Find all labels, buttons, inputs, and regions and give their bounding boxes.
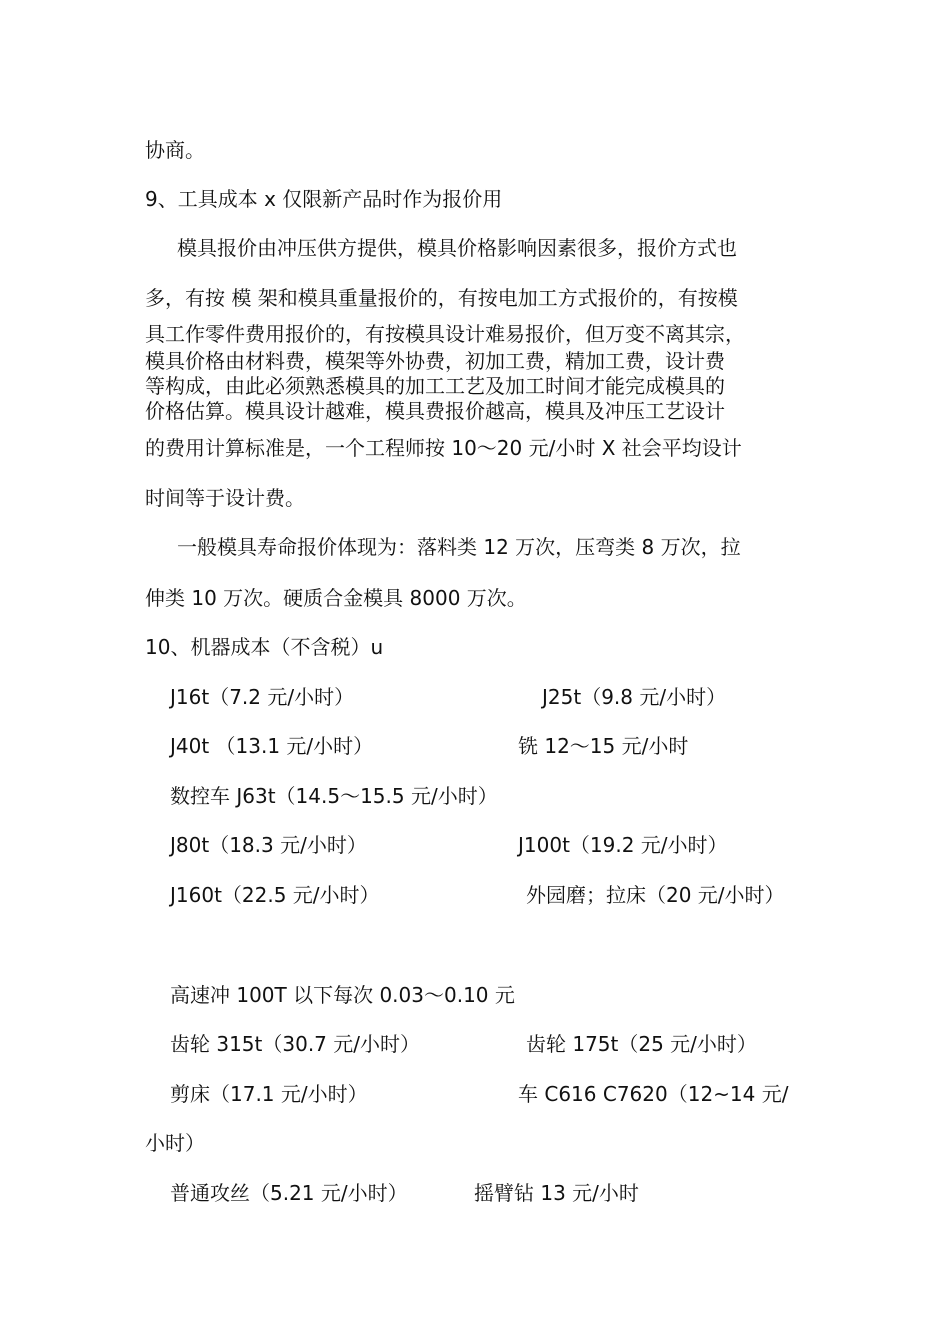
machine-rate: 摇臂钻 13 元/小时 — [474, 1181, 639, 1205]
text-line: 时间等于设计费。 — [145, 486, 305, 510]
machine-rate: 铣 12～15 元/小时 — [518, 734, 689, 758]
text-line: 等构成，由此必须熟悉模具的加工工艺及加工时间才能完成模具的 — [145, 374, 725, 398]
machine-rate: J25t（9.8 元/小时） — [542, 685, 727, 709]
machine-rate: 高速冲 100T 以下每次 0.03～0.10 元 — [170, 983, 515, 1007]
machine-rate: 齿轮 175t（25 元/小时） — [526, 1032, 757, 1056]
machine-rate: 普通攻丝（5.21 元/小时） — [170, 1181, 408, 1205]
section-heading-machine-cost: 10、机器成本（不含税）u — [145, 635, 384, 659]
text-line: 具工作零件费用报价的，有按模具设计难易报价，但万变不离其宗， — [145, 322, 745, 346]
text-line: 伸类 10 万次。硬质合金模具 8000 万次。 — [145, 586, 527, 610]
text-line: 多，有按 模 架和模具重量报价的，有按电加工方式报价的，有按模 — [145, 286, 738, 310]
machine-rate: J40t （13.1 元/小时） — [170, 734, 374, 758]
text-line: 模具价格由材料费，模架等外协费，初加工费，精加工费，设计费 — [145, 349, 725, 373]
text-line: 模具报价由冲压供方提供，模具价格影响因素很多，报价方式也 — [177, 236, 737, 260]
text-line: 一般模具寿命报价体现为：落料类 12 万次，压弯类 8 万次，拉 — [177, 535, 741, 559]
machine-rate: 剪床（17.1 元/小时） — [170, 1082, 368, 1106]
machine-rate: 数控车 J63t（14.5～15.5 元/小时） — [170, 784, 498, 808]
text-line: 价格估算。模具设计越难，模具费报价越高，模具及冲压工艺设计 — [145, 399, 725, 423]
machine-rate: 齿轮 315t（30.7 元/小时） — [170, 1032, 420, 1056]
text-line: 的费用计算标准是，一个工程师按 10～20 元/小时 X 社会平均设计 — [145, 436, 742, 460]
machine-rate: J16t（7.2 元/小时） — [170, 685, 355, 709]
machine-rate: J160t（22.5 元/小时） — [170, 883, 380, 907]
machine-rate: J80t（18.3 元/小时） — [170, 833, 367, 857]
machine-rate: 外园磨；拉床（20 元/小时） — [526, 883, 785, 907]
machine-rate: 车 C616 C7620（12~14 元/ — [518, 1082, 789, 1106]
section-heading-tool-cost: 9、工具成本 x 仅限新产品时作为报价用 — [145, 187, 503, 211]
text-line: 协商。 — [145, 138, 205, 162]
machine-rate: J100t（19.2 元/小时） — [518, 833, 728, 857]
machine-rate-continued: 小时） — [145, 1131, 205, 1155]
